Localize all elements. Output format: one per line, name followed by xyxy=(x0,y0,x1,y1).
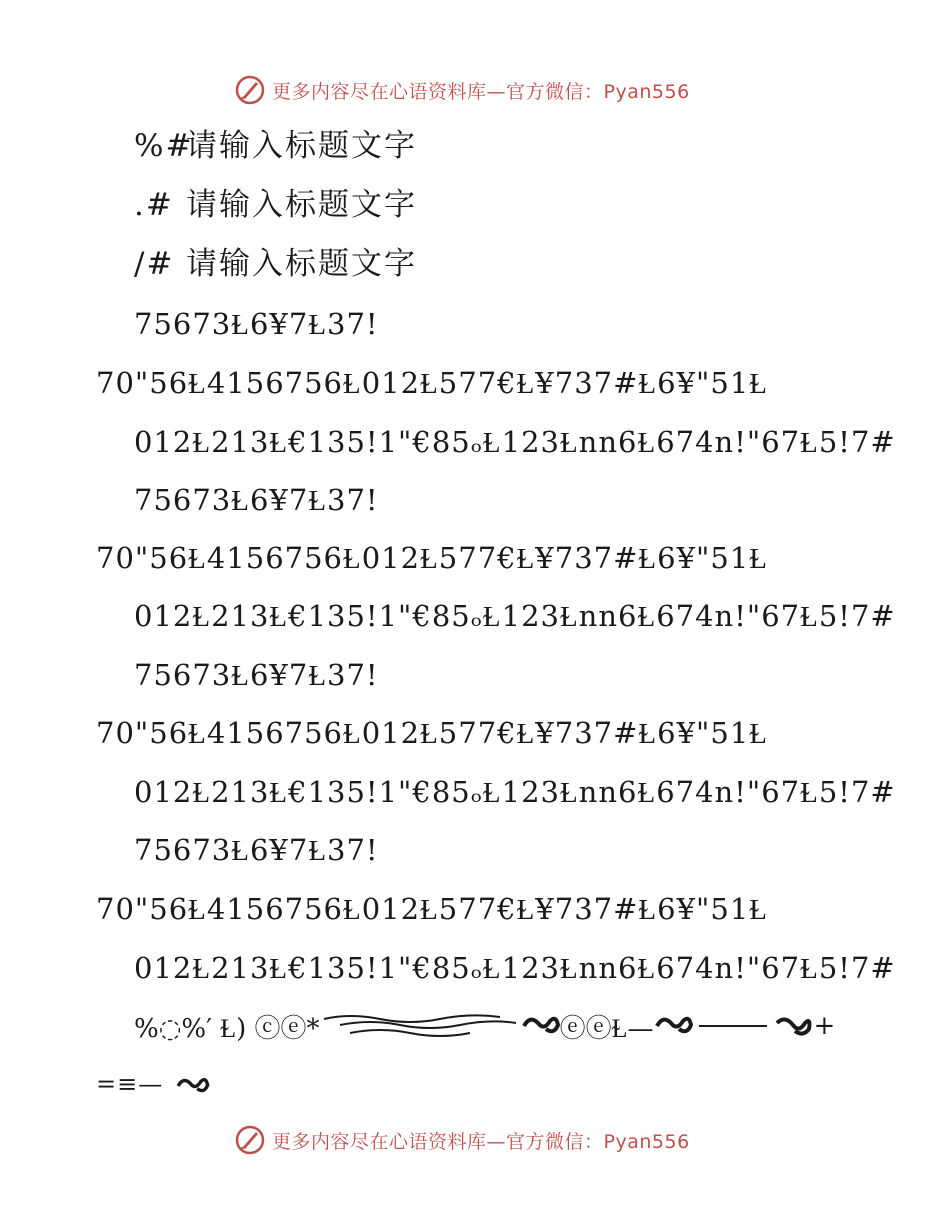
header-banner-text: 更多内容尽在心语资料库—官方微信：Pyan556 xyxy=(272,80,690,103)
heading-2 xyxy=(134,187,417,223)
heading-1-text: 请输入标题文字 xyxy=(186,128,417,164)
flourish-icon xyxy=(773,1011,813,1041)
ornament-row xyxy=(134,1006,835,1046)
paragraph-line: 75673Ɫ6¥7Ɫ37! xyxy=(134,833,379,867)
ornament-prefix: %◌%′ Ɫ) ⓒⓔ* xyxy=(134,1013,320,1044)
heading-3-number: /# xyxy=(134,246,175,282)
ornament-middle: ⓔⓔⱢ— xyxy=(559,1013,654,1044)
ornament-last-text: =≡— xyxy=(96,1070,164,1098)
heading-1 xyxy=(134,128,417,164)
flourish-icon xyxy=(653,1011,693,1041)
paragraph-line: 75673Ɫ6¥7Ɫ37! xyxy=(134,658,379,692)
heading-2-number: .# xyxy=(134,187,174,223)
heading-3 xyxy=(134,246,417,282)
quill-logo-icon xyxy=(234,74,266,106)
paragraph-line: 012Ɫ213Ɫ€135!1"€85ₒⱢ123Ɫnn6Ɫ674n!"67Ɫ5!7# xyxy=(134,775,896,809)
paragraph-line: 75673Ɫ6¥7Ɫ37! xyxy=(134,483,379,517)
heading-3-text: 请输入标题文字 xyxy=(186,246,417,282)
heading-1-number: %# xyxy=(134,128,194,164)
paragraph-line: 012Ɫ213Ɫ€135!1"€85ₒⱢ123Ɫnn6Ɫ674n!"67Ɫ5!7# xyxy=(134,425,896,459)
paragraph-line: 70"56Ɫ4156756Ɫ012Ɫ577€Ɫ¥737#Ɫ6¥"51Ɫ xyxy=(96,541,768,575)
paragraph-line: 012Ɫ213Ɫ€135!1"€85ₒⱢ123Ɫnn6Ɫ674n!"67Ɫ5!7# xyxy=(134,951,896,985)
footer-banner-text: 更多内容尽在心语资料库—官方微信：Pyan556 xyxy=(272,1130,690,1153)
header-banner xyxy=(234,72,690,108)
wave-divider-icon xyxy=(320,1011,520,1041)
quill-logo-icon xyxy=(234,1124,266,1156)
ornament-end: + xyxy=(813,1011,836,1041)
paragraph-line: 012Ɫ213Ɫ€135!1"€85ₒⱢ123Ɫnn6Ɫ674n!"67Ɫ5!7# xyxy=(134,599,896,633)
flourish-icon xyxy=(520,1011,560,1041)
flourish-icon xyxy=(172,1073,212,1099)
footer-banner xyxy=(234,1122,690,1158)
paragraph-line: 70"56Ɫ4156756Ɫ012Ɫ577€Ɫ¥737#Ɫ6¥"51Ɫ xyxy=(96,892,768,926)
paragraph-line: 75673Ɫ6¥7Ɫ37! xyxy=(134,307,379,341)
rule-line-icon xyxy=(693,1011,773,1041)
paragraph-line: 70"56Ɫ4156756Ɫ012Ɫ577€Ɫ¥737#Ɫ6¥"51Ɫ xyxy=(96,366,768,400)
paragraph-line: 70"56Ɫ4156756Ɫ012Ɫ577€Ɫ¥737#Ɫ6¥"51Ɫ xyxy=(96,716,768,750)
ornament-last-line xyxy=(96,1066,212,1102)
heading-2-text: 请输入标题文字 xyxy=(186,187,417,223)
